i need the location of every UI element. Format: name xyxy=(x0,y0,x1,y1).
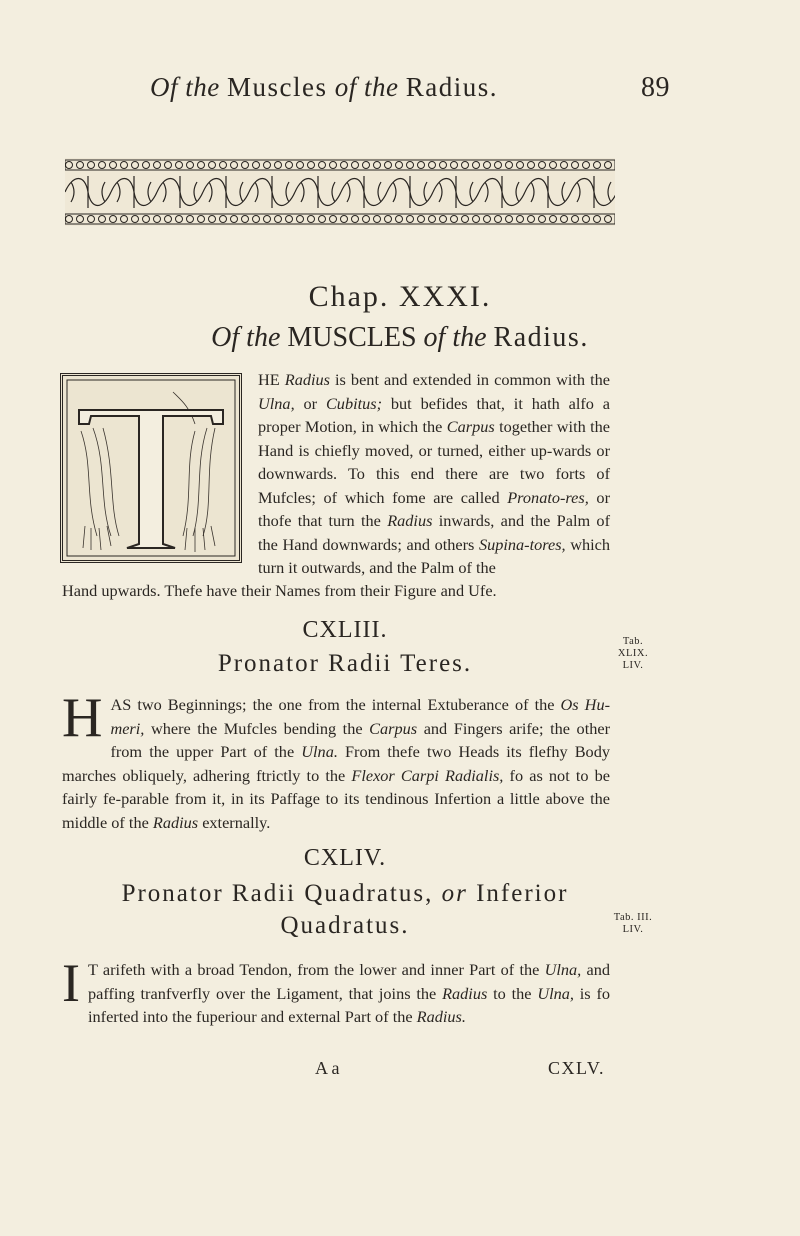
intro-paragraph: HE Radius is bent and extended in common with the Ulna, or Cubitus; but befides that, it hath alfo a proper Motion, in which the Carpus together with the Hand is chiefly moved, or turned, either up-wards or downwards. To this end there are two forts of Mufcles; of which fome are called Pronato-res, or thofe that turn the Radius inwards, and the Palm of the Hand downwards; and others Supina-tores, which turn it outwards, and the Palm of the xyxy=(258,370,611,577)
ornamental-headpiece xyxy=(65,158,615,226)
signature-mark: A a xyxy=(315,1058,340,1078)
chapter-subtitle: Of the MUSCLES of the Radius. xyxy=(211,322,589,353)
running-head xyxy=(150,72,670,112)
section-number-cxliii: CXLIII. xyxy=(302,617,388,643)
drop-cap-i: I xyxy=(62,953,80,1013)
section-number-cxliv: CXLIV. xyxy=(303,845,387,871)
section-title-pronator-teres: Pronator Radii Teres. xyxy=(217,650,473,677)
illustrated-initial-t xyxy=(60,373,242,563)
drop-cap-h: H xyxy=(62,687,103,749)
catchword: CXLV. xyxy=(548,1058,606,1078)
margin-note-tab-xlix: Tab. XLIX. LIV. xyxy=(617,636,649,671)
running-head-title: Of the Muscles of the Radius. xyxy=(150,72,499,102)
section-title-pronator-quadratus: Pronator Radii Quadratus, or Inferior xyxy=(121,880,569,907)
pronator-quadratus-paragraph: I T arifeth with a broad Tendon, from the lower and inner Part of the Ulna, and paffing tranfverfly over the Ligament, that joins the Radius to the Ulna, is fo inferted into the fuperiour and external Part of the Radius. xyxy=(62,953,611,1026)
section-title-quadratus-line2: Quadratus. xyxy=(280,912,410,939)
chapter-heading: Chap. XXXI. xyxy=(308,280,492,313)
margin-note-tab-iii: Tab. III. LIV. xyxy=(613,912,653,935)
pronator-teres-paragraph: HAS two Beginnings; the one from the internal Extuberance of the Os Hu-meri, where the Mufcles bending the Carpus and Fingers arife; the other from the upper Part of the Ulna. From thefe two Heads its flefhy Body marches obliquely, adhering ftrictly to the Flexor Carpi Radialis, fo as not to be fairly fe-parable from it, in its Paffage to its tendinous Infertion a little above the middle of the Radius externally. xyxy=(62,687,611,832)
intro-paragraph-last-line: Hand upwards. Thefe have their Names from their Figure and Ufe. xyxy=(62,581,497,600)
page-number: 89 xyxy=(641,72,670,103)
